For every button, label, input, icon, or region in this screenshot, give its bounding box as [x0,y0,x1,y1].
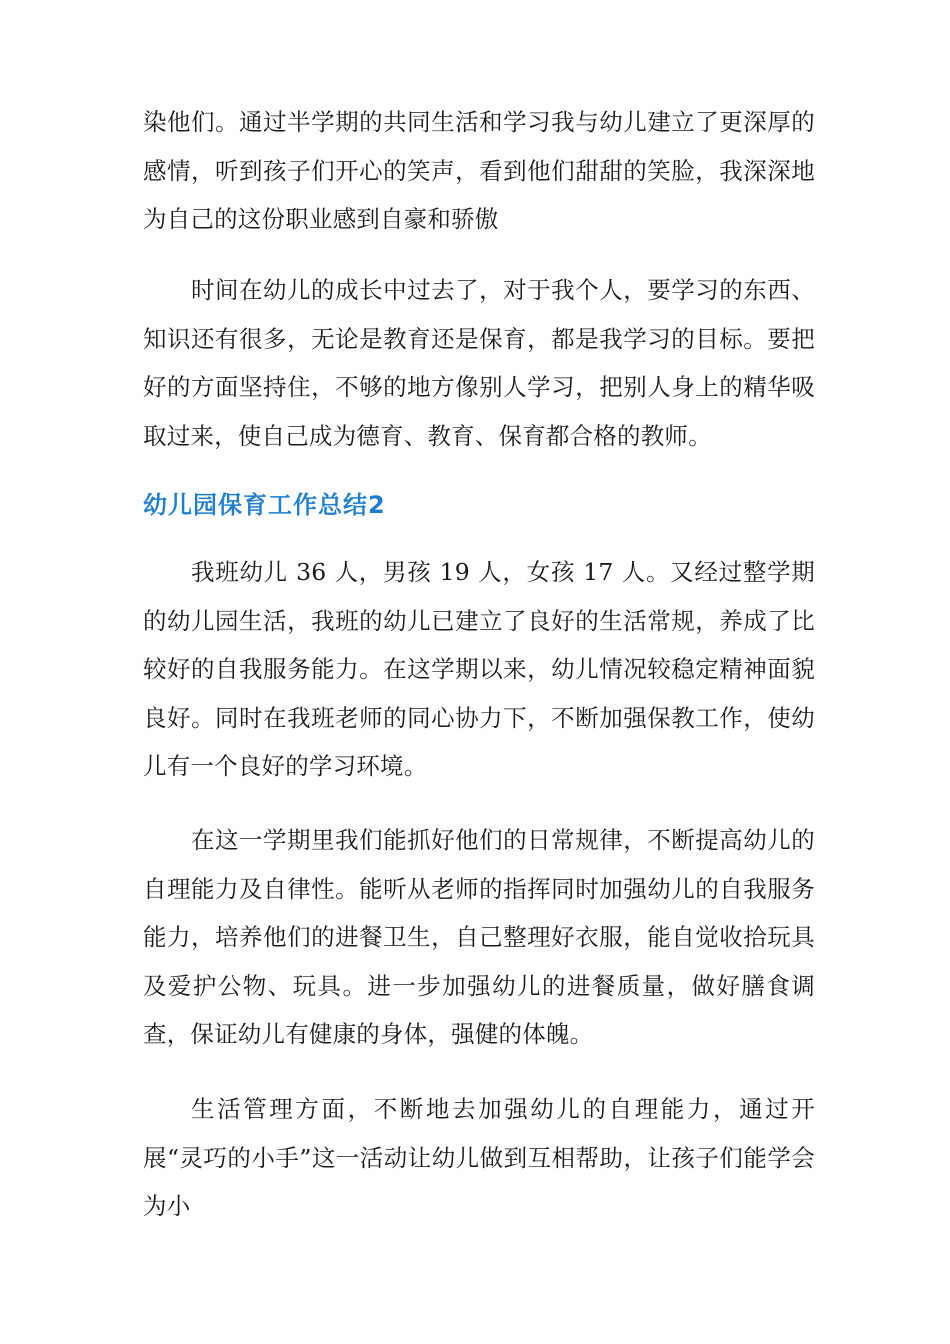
paragraph-continued: 染他们。通过半学期的共同生活和学习我与幼儿建立了更深厚的感情，听到孩子们开心的笑声，看到他们甜甜的笑脸，我深深地为自己的这份职业感到自豪和骄傲 [143,108,815,233]
paragraph: 生活管理方面，不断地去加强幼儿的自理能力，通过开展“灵巧的小手”这一活动让幼儿做到互相帮助，让孩子们能学会为小 [143,1095,815,1220]
section-heading: 幼儿园保育工作总结2 [143,491,386,519]
paragraph: 在这一学期里我们能抓好他们的日常规律，不断提高幼儿的自理能力及自律性。能听从老师的指挥同时加强幼儿的自我服务能力，培养他们的进餐卫生，自己整理好衣服，能自觉收拾玩具及爱护公物、玩具。进一步加强幼儿的进餐质量，做好膳食调查，保证幼儿有健康的身体，强健的体魄。 [143,826,815,1048]
paragraph: 时间在幼儿的成长中过去了，对于我个人，要学习的东西、知识还有很多，无论是教育还是保育，都是我学习的目标。要把好的方面坚持住，不够的地方像别人学习，把别人身上的精华吸取过来，使自己成为德育、教育、保育都合格的教师。 [143,276,815,450]
paragraph: 我班幼儿 36 人，男孩 19 人，女孩 17 人。又经过整学期的幼儿园生活，我班的幼儿已建立了良好的生活常规，养成了比较好的自我服务能力。在这学期以来，幼儿情况较稳定精神面貌良好。同时在我班老师的同心协力下，不断加强保教工作，使幼儿有一个良好的学习环境。 [143,558,815,780]
